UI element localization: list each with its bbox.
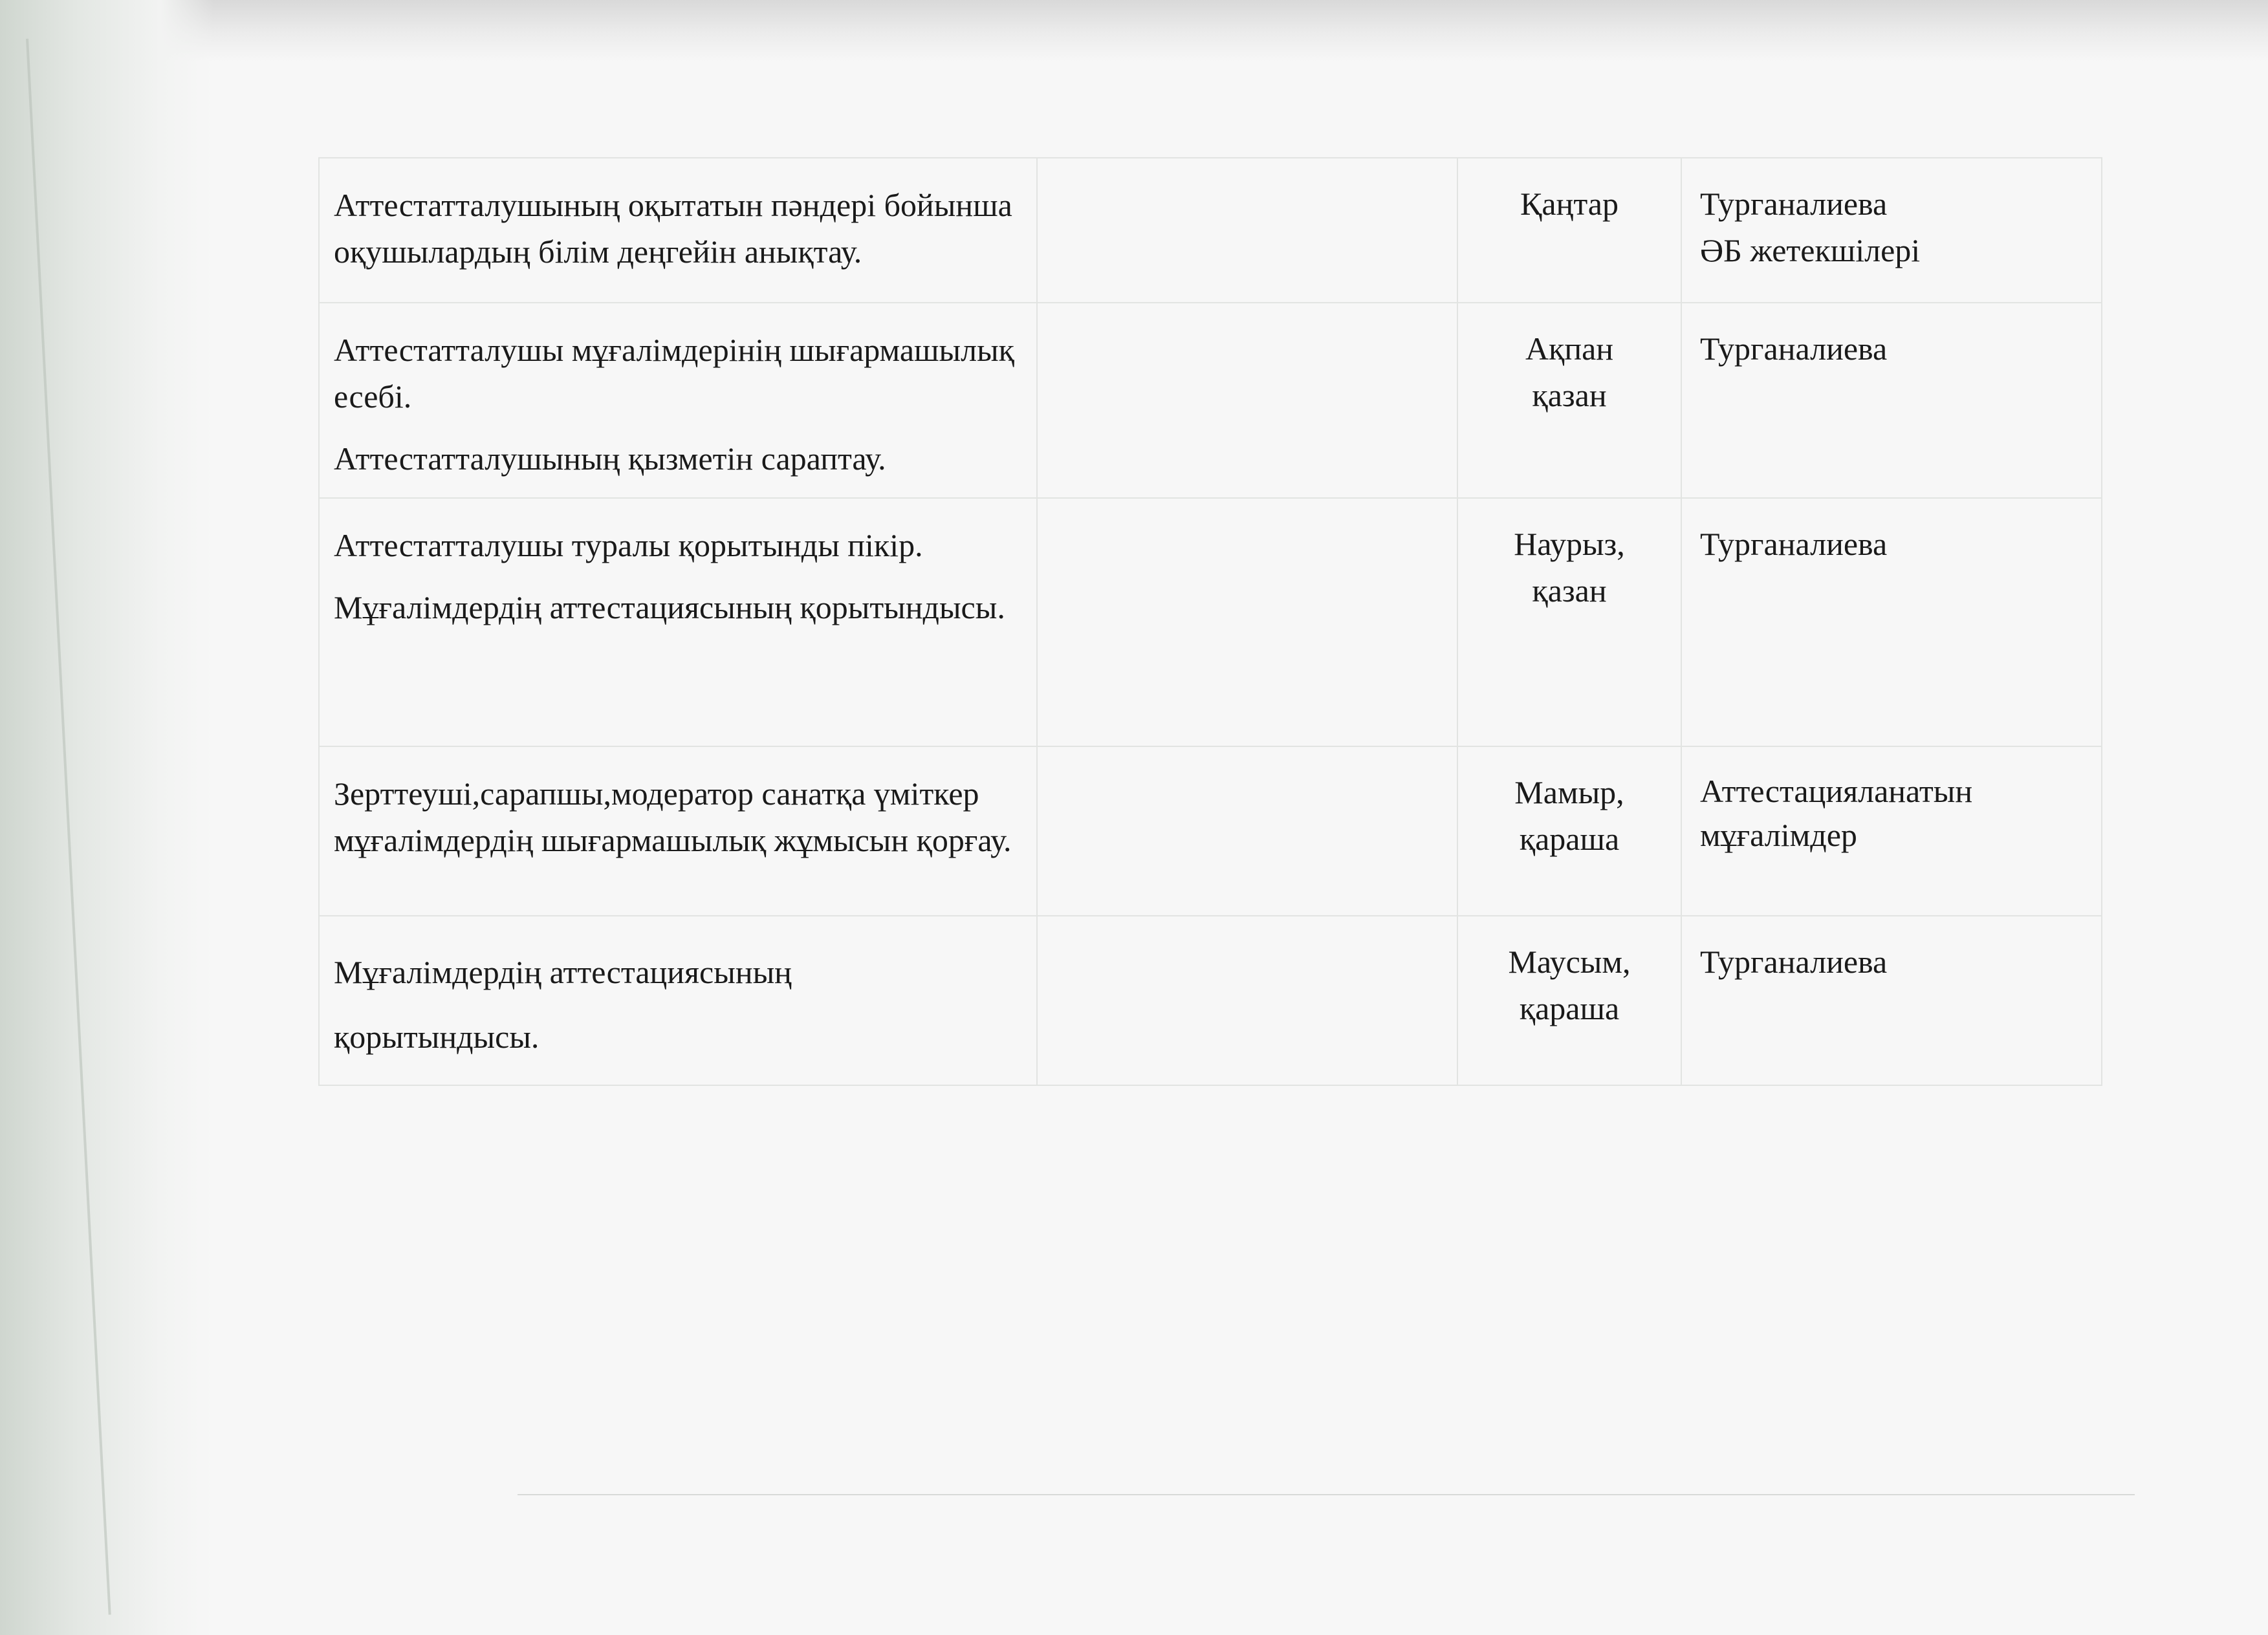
- task-cell: [319, 498, 1037, 746]
- empty-cell: [1037, 158, 1457, 303]
- date-text: қараша: [1519, 821, 1620, 857]
- table-row: [319, 746, 2102, 916]
- date-cell: [1457, 916, 1681, 1085]
- empty-cell: [1037, 498, 1457, 746]
- attestation-plan-table: [318, 157, 2102, 1086]
- table-row: [319, 916, 2102, 1085]
- footer-rule: [518, 1494, 2135, 1495]
- table-row: [319, 158, 2102, 303]
- scan-binding-shadow: [0, 0, 213, 1635]
- responsible-text: Аттестацияланатын мұғалімдер: [1700, 773, 1973, 853]
- task-text: Аттестатталушы мұғалімдерінің шығармашылық есебі.: [334, 332, 1014, 415]
- responsible-cell: [1681, 158, 2102, 303]
- task-text: қорытындысы.: [334, 1019, 540, 1055]
- date-text: Мамыр,: [1514, 774, 1624, 810]
- task-text: Мұғалімдердің аттестациясының қорытындысы.: [334, 589, 1005, 625]
- task-cell: [319, 746, 1037, 916]
- task-text: Аттестатталушының қызметін сараптау.: [334, 440, 886, 477]
- task-text: Зерттеуші,сарапшы,модератор санатқа үміткер мұғалімдердің шығармашылық жұмысын қорғау.: [334, 775, 1012, 858]
- date-cell: [1457, 498, 1681, 746]
- task-text: Аттестатталушының оқытатын пәндері бойынша оқушылардың білім деңгейін анықтау.: [334, 187, 1012, 270]
- table-row: [319, 498, 2102, 746]
- responsible-text: Турганалиева: [1700, 944, 1888, 980]
- responsible-cell: [1681, 746, 2102, 916]
- responsible-cell: [1681, 916, 2102, 1085]
- responsible-text: ӘБ жетекшілері: [1700, 232, 1921, 268]
- date-text: Ақпан: [1525, 330, 1614, 367]
- date-cell: [1457, 303, 1681, 498]
- responsible-cell: [1681, 498, 2102, 746]
- responsible-text: Турганалиева: [1700, 186, 1888, 222]
- responsible-text: Турганалиева: [1700, 330, 1888, 367]
- date-cell: [1457, 746, 1681, 916]
- date-text: қараша: [1519, 990, 1620, 1026]
- date-text: қазан: [1532, 572, 1607, 609]
- responsible-cell: [1681, 303, 2102, 498]
- task-cell: [319, 158, 1037, 303]
- date-text: Наурыз,: [1514, 526, 1625, 562]
- table-row: [319, 303, 2102, 498]
- task-cell: [319, 916, 1037, 1085]
- date-text: Маусым,: [1508, 944, 1631, 980]
- responsible-text: Турганалиева: [1700, 526, 1888, 562]
- date-text: Қаңтар: [1520, 186, 1619, 222]
- empty-cell: [1037, 916, 1457, 1085]
- task-cell: [319, 303, 1037, 498]
- attestation-plan-table-container: [318, 157, 2018, 1086]
- empty-cell: [1037, 303, 1457, 498]
- date-cell: [1457, 158, 1681, 303]
- empty-cell: [1037, 746, 1457, 916]
- task-text: Аттестатталушы туралы қорытынды пікір.: [334, 527, 923, 563]
- task-text: Мұғалімдердің аттестациясының: [334, 954, 792, 990]
- scan-top-shadow: [0, 0, 2268, 61]
- date-text: қазан: [1532, 377, 1607, 413]
